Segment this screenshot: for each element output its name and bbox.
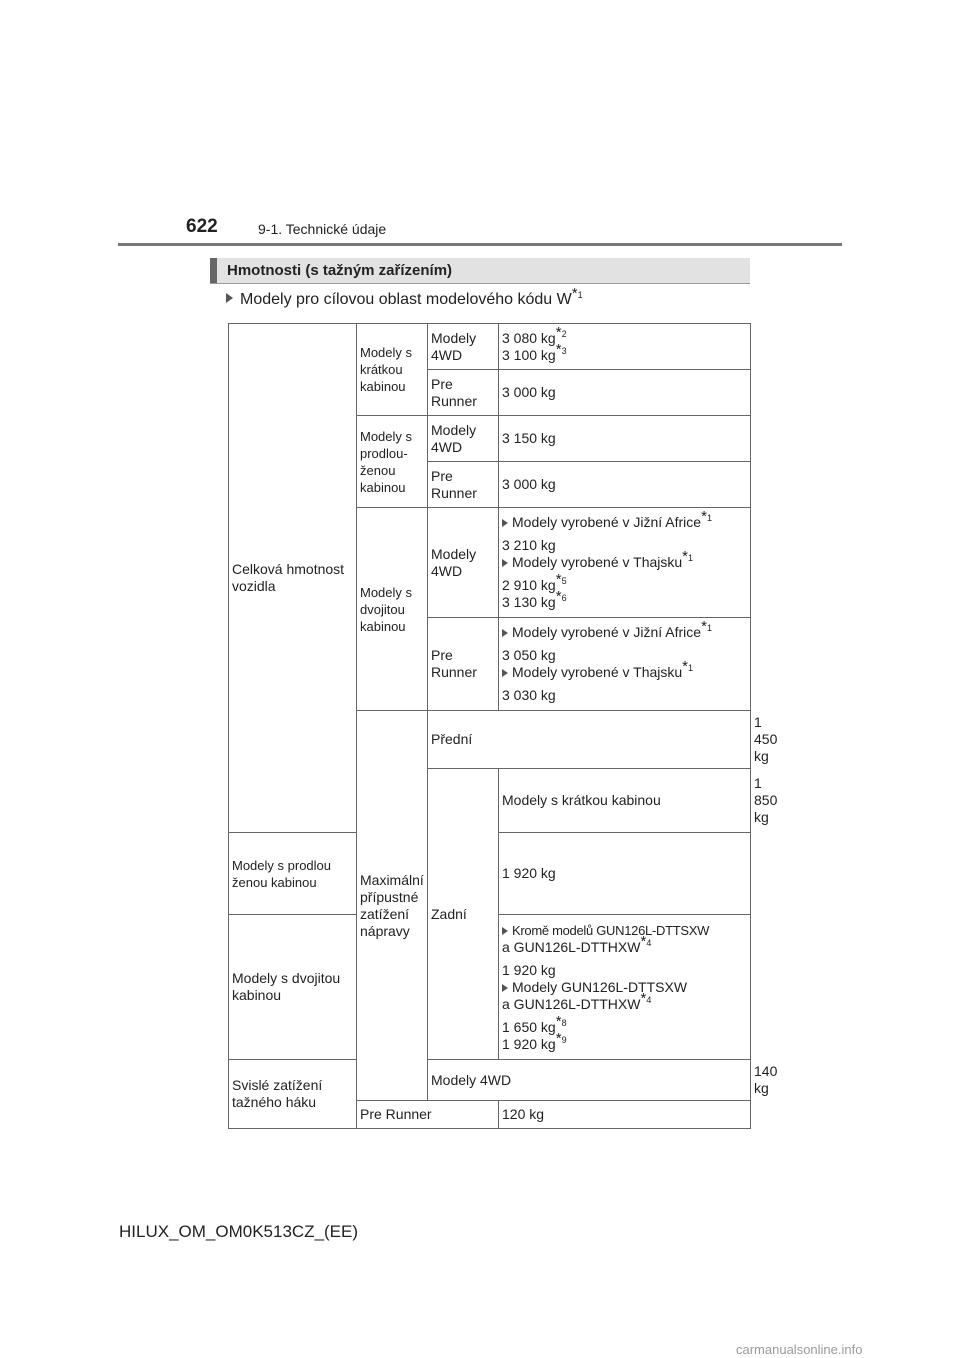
axle-load-label: Maximální přípustné zatížení nápravy (357, 711, 428, 1101)
value-cell: Modely vyrobené v Jižní Africe$^{*1}$ 3 050 kg Modely vyrobené v Thajsku$^{*1}$ 3 030 kg (499, 618, 751, 711)
value-cell: 1 920 kg (499, 833, 751, 915)
extended-cab-label: Modely s prodlou ženou kabinou (229, 833, 357, 915)
page-number: 622 (186, 216, 218, 237)
prerunner-label: Pre Runner (357, 1101, 499, 1129)
extended-cab-label: Modely s prodlou- ženou kabinou (357, 416, 428, 508)
watermark: carmanualsonline.info (736, 1342, 863, 1357)
footnote-ref: *1 (571, 285, 583, 302)
value-cell: 3 000 kg (499, 370, 751, 416)
prerunner-label: Pre Runner (428, 370, 499, 416)
value-cell: 120 kg (499, 1101, 751, 1129)
double-cab-label: Modely s dvojitou kabinou (357, 508, 428, 711)
double-cab-label: Modely s dvojitou kabinou (229, 915, 357, 1060)
model-4wd-label: Modely 4WD (428, 324, 499, 370)
rear-axle-label: Zadní (428, 769, 499, 1060)
subheading (226, 285, 583, 309)
front-axle-label: Přední (428, 711, 751, 769)
footer-code: HILUX_OM_OM0K513CZ_(EE) (119, 1222, 359, 1241)
triangle-right-icon (502, 669, 508, 677)
tow-load-label: Svislé zatížení tažného háku (229, 1060, 357, 1129)
value-cell: 3 080 $kg^{*2}$ 3 100 $kg^{*3}$ (499, 324, 751, 370)
heading-bar (210, 258, 217, 283)
triangle-right-icon (502, 927, 508, 935)
header-rule (118, 243, 842, 246)
heading-text: Hmotnosti (s tažným zařízením) (227, 262, 453, 279)
value-cell: Modely vyrobené v Jižní Africe$^{*1}$ 3 210 kg Modely vyrobené v Thajsku$^{*1}$ 2 910 $kg^{*5}$ 3 130 $kg^{*6}$ (499, 508, 751, 618)
prerunner-label: Pre Runner (428, 618, 499, 711)
value-cell: 3 000 kg (499, 462, 751, 508)
prerunner-label: Pre Runner (428, 462, 499, 508)
section-heading (210, 258, 750, 284)
model-4wd-label: Modely 4WD (428, 508, 499, 618)
short-cab-label: Modely s krátkou kabinou (499, 769, 751, 833)
table-row: Maximální přípustné zatížení nápravy Přední 1 450 kg (229, 711, 751, 769)
triangle-right-icon (502, 519, 508, 527)
model-4wd-label: Modely 4WD (428, 416, 499, 462)
gross-weight-label: Celková hmotnost vozidla (229, 324, 357, 833)
weights-table (228, 323, 778, 1129)
table-row (229, 324, 751, 370)
short-cab-label: Modely s krátkou kabinou (357, 324, 428, 416)
model-4wd-label: Modely 4WD (428, 1060, 751, 1101)
subheading-text: Modely pro cílovou oblast modelového kódu W (240, 291, 572, 308)
triangle-right-icon (502, 559, 508, 567)
triangle-right-icon (226, 293, 233, 303)
value-cell: 3 150 kg (499, 416, 751, 462)
table-row: Zadní Modely s krátkou kabinou 1 850 kg (229, 769, 751, 833)
value-cell: Kromě modelů GUN126L-DTTSXW a GUN126L-DTTHXW$^{*4}$ 1 920 kg Modely GUN126L-DTTSXW a GUN126L-DTTHXW$^{*4}$ 1 650 $kg^{*8}$ 1 920 $kg^{*9}$ (499, 915, 751, 1060)
triangle-right-icon (502, 629, 508, 637)
table-row: Svislé zatížení tažného háku Modely 4WD 140 kg (229, 1060, 751, 1101)
section-label: 9-1. Technické údaje (258, 221, 387, 237)
triangle-right-icon (502, 984, 508, 992)
